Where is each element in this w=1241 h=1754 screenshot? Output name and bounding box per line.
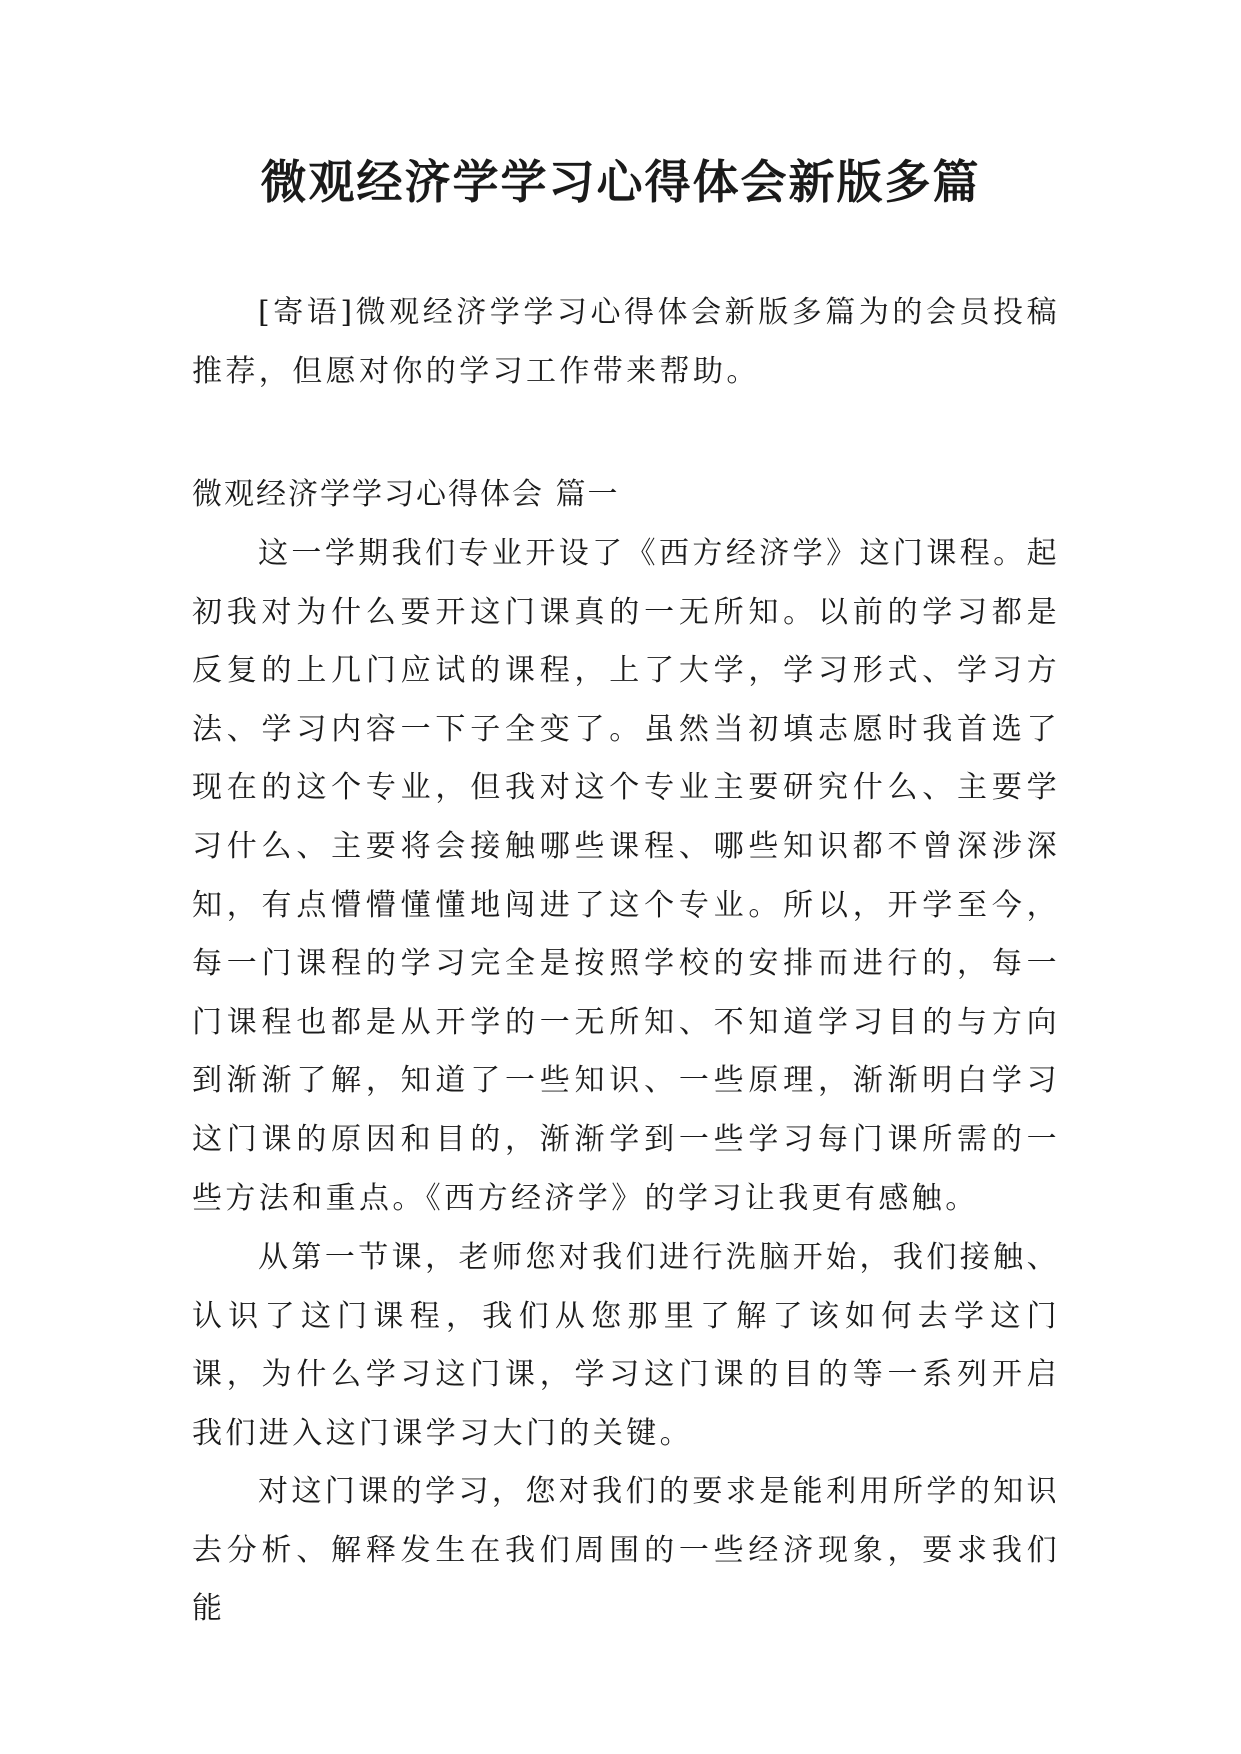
intro-paragraph: [寄语]微观经济学学习心得体会新版多篇为的会员投稿推荐，但愿对你的学习工作带来帮助。	[192, 295, 1060, 389]
section-heading: 微观经济学学习心得体会 篇一	[192, 477, 620, 512]
body-paragraph-1: 这一学期我们专业开设了《西方经济学》这门课程。起初我对为什么要开这门课真的一无所知。以前的学习都是反复的上几门应试的课程，上了大学，学习形式、学习方法、学习内容一下子全变了。虽然当初填志愿时我首选了现在的这个专业，但我对这个专业主要研究什么、主要学习什么、主要将会接触哪些课程、哪些知识都不曾深涉深知，有点懵懵懂懂地闯进了这个专业。所以，开学至今，每一门课程的学习完全是按照学校的安排而进行的，每一门课程也都是从开学的一无所知、不知道学习目的与方向到渐渐了解，知道了一些知识、一些原理，渐渐明白学习这门课的原因和目的，渐渐学到一些学习每门课所需的一些方法和重点。《西方经济学》的学习让我更有感触。	[192, 536, 1060, 1216]
body-paragraph-2: 从第一节课，老师您对我们进行洗脑开始，我们接触、认识了这门课程，我们从您那里了解了该如何去学这门课，为什么学习这门课，学习这门课的目的等一系列开启我们进入这门课学习大门的关键。	[192, 1240, 1060, 1451]
body-paragraph-3: 对这门课的学习，您对我们的要求是能利用所学的知识去分析、解释发生在我们周围的一些经济现象，要求我们能	[192, 1474, 1060, 1627]
document-title: 微观经济学学习心得体会新版多篇	[260, 155, 981, 209]
